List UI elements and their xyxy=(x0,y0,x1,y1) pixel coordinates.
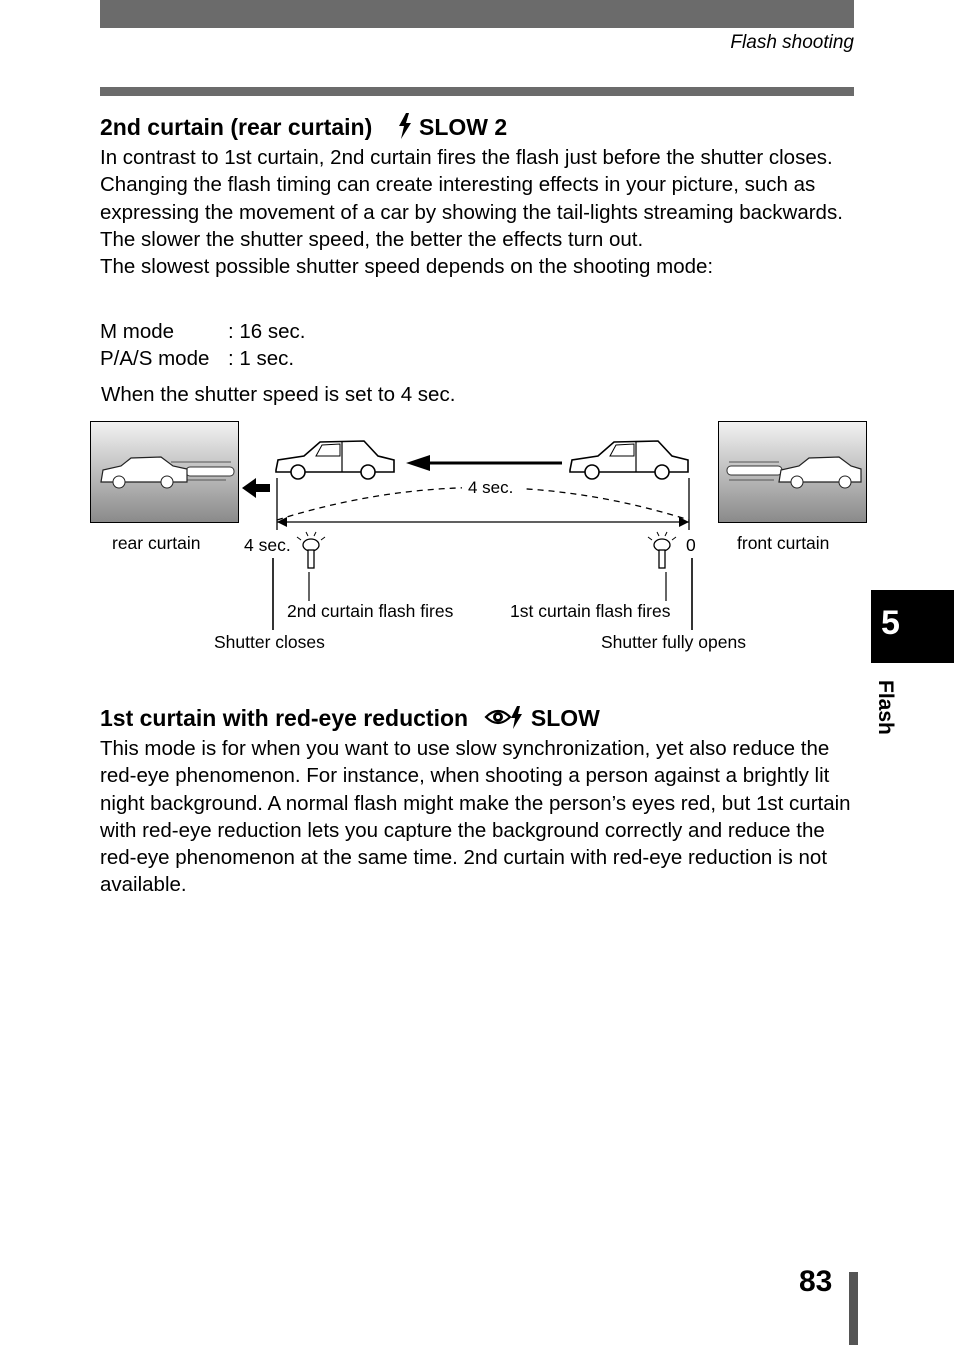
chapter-label xyxy=(873,680,901,760)
mode-label: M mode xyxy=(100,320,175,343)
page-number-bar xyxy=(849,1272,858,1345)
arrow-left-icon xyxy=(242,478,270,498)
section2-body xyxy=(100,735,860,899)
shutter-opens-label: Shutter fully opens xyxy=(601,632,746,652)
section2-title: 1st curtain with red-eye reduction xyxy=(100,705,469,731)
first-curtain-fires-label: 1st curtain flash fires xyxy=(510,601,671,621)
chapter-tab xyxy=(871,590,954,663)
car-icon xyxy=(570,441,688,479)
second-curtain-fires-label: 2nd curtain flash fires xyxy=(287,601,454,621)
chapter-label-text: Flash xyxy=(874,680,897,735)
car-icon xyxy=(276,441,394,479)
section1-title: 2nd curtain (rear curtain) xyxy=(100,114,373,140)
lamp-icon xyxy=(648,532,676,568)
shutter-closes-label: Shutter closes xyxy=(214,632,325,652)
section2-mode: SLOW xyxy=(530,705,600,731)
front-curtain-label: front curtain xyxy=(737,533,830,553)
lamp-icon xyxy=(297,532,325,568)
mode-value: : 16 sec. xyxy=(228,320,306,343)
section2-paragraph: This mode is for when you want to use slow synchronization, yet also reduce the red-eye phenomenon. For instance, when shooting a person against a brightly lit night background. A normal flash might make the person’s eyes red, but 1st curtain with red-eye reduction lets you capture the background correctly and reduce the red-eye phenomenon at the same time. 2nd curtain with red-eye reduction is not available. xyxy=(100,737,851,897)
section-header: Flash shooting xyxy=(730,32,854,53)
section1-paragraph-2: The slowest possible shutter speed depends on the shooting mode: xyxy=(100,255,714,279)
duration-label: 4 sec. xyxy=(468,478,514,497)
red-eye-icon xyxy=(484,704,524,730)
mode-label: P/A/S mode xyxy=(100,347,210,370)
diagram-caption: When the shutter speed is set to 4 sec. xyxy=(101,383,456,406)
arrow-left-icon xyxy=(406,455,562,471)
section1-paragraph-1: In contrast to 1st curtain, 2nd curtain fires the flash just before the shutter closes. Changing the flash timing can create interesting effects in your picture, such as expressing the movement of a car by showing the tail-lights streaming backwards. The slower the shutter speed, the better the effects turn out. xyxy=(100,146,843,251)
chapter-number: 5 xyxy=(881,604,900,642)
section1-mode: SLOW 2 xyxy=(419,114,508,140)
mode-value: : 1 sec. xyxy=(228,347,295,370)
right-time-label: 0 xyxy=(686,535,696,555)
rear-curtain-label: rear curtain xyxy=(112,533,201,553)
left-time-label: 4 sec. xyxy=(244,535,291,555)
page-number: 83 xyxy=(799,1265,833,1298)
section2-heading xyxy=(100,704,600,732)
